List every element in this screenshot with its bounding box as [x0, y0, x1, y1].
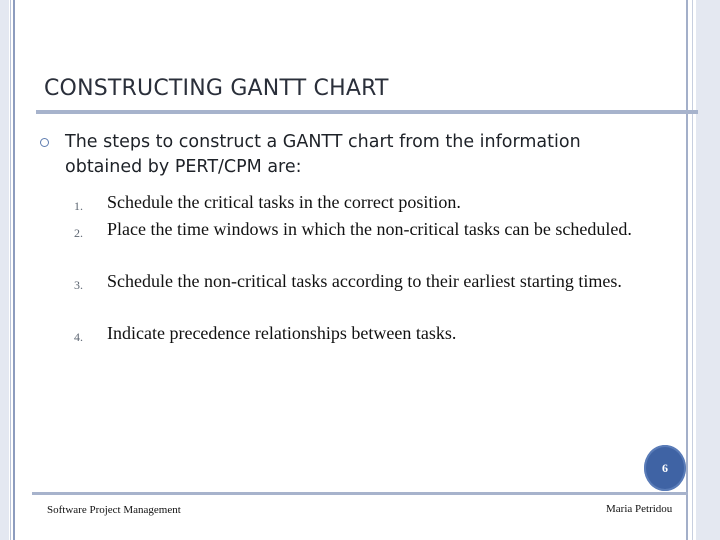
step-number: 2. [74, 226, 83, 240]
right-border-line [692, 0, 693, 540]
left-border-line [13, 0, 15, 540]
step-text: Schedule the critical tasks in the correct position. [107, 192, 461, 212]
page-number-badge: 6 [644, 445, 686, 491]
footer-author: Maria Petridou [606, 503, 673, 515]
step-text: Indicate precedence relationships between tasks. [107, 323, 457, 343]
step-number: 4. [74, 330, 83, 344]
step-text: Place the time windows in which the non-critical tasks can be scheduled. [107, 219, 632, 239]
ring-bullet-icon [40, 138, 49, 147]
left-border-stripe [0, 0, 9, 540]
slide-title: CONSTRUCTING GANTT CHART [44, 76, 389, 101]
bullet-text: The steps to construct a GANTT chart from the information obtained by PERT/CPM are: [65, 132, 581, 177]
right-border-stripe [696, 0, 720, 540]
step-text: Schedule the non-critical tasks according to their earliest starting times. [107, 271, 622, 291]
left-border-line [10, 0, 11, 540]
footer-course: Software Project Management [47, 504, 181, 516]
step-number: 3. [74, 278, 83, 292]
step-number: 1. [74, 199, 83, 213]
footer-rule [32, 492, 688, 495]
right-border-line [686, 0, 688, 540]
title-rule [36, 110, 698, 114]
